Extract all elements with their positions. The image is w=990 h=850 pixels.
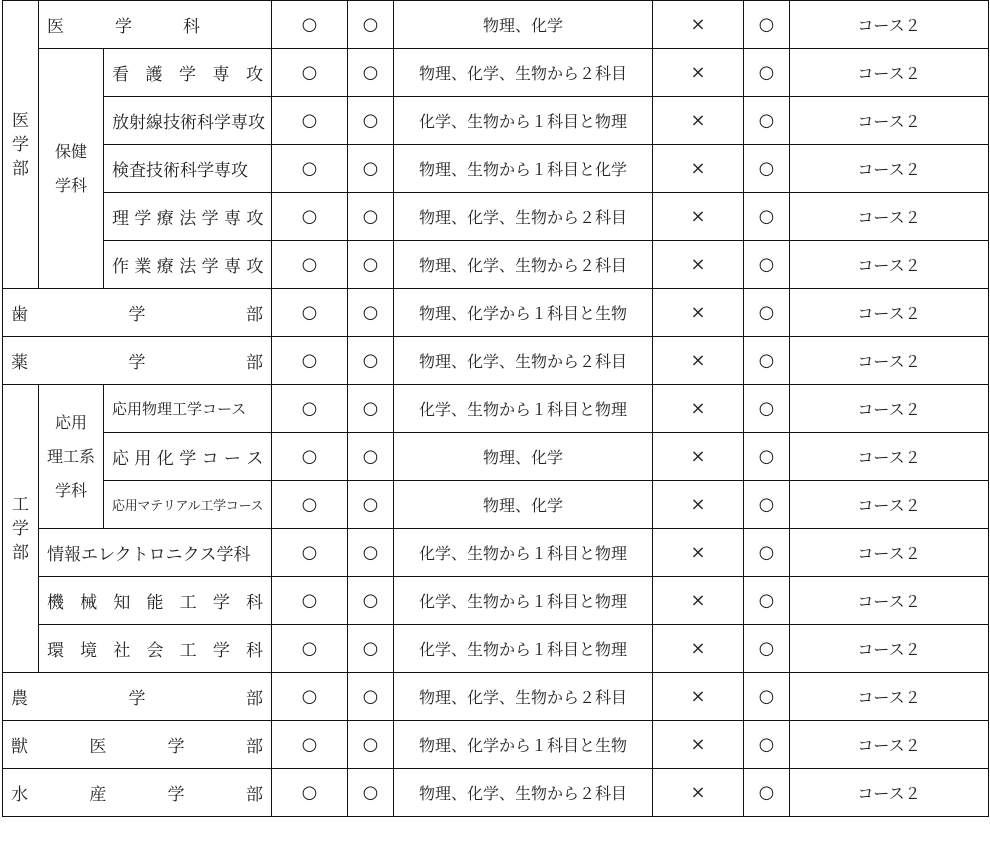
dept-name: 応用マテリアル工学コース: [104, 481, 272, 529]
faculty-char: 部: [12, 542, 29, 563]
mark-circle: ○: [348, 769, 394, 817]
course-cell: コース２: [790, 721, 989, 769]
mark-cross: ×: [653, 577, 744, 625]
faculty-char: 医: [12, 110, 29, 131]
table-row: [3, 481, 989, 529]
course-cell: コース２: [790, 625, 989, 673]
mark-cross: ×: [653, 97, 744, 145]
mark-circle: ○: [272, 577, 348, 625]
course-cell: コース２: [790, 529, 989, 577]
mark-circle: ○: [348, 385, 394, 433]
mark-circle: ○: [744, 433, 790, 481]
subjects-cell: 物理、化学、生物から２科目: [394, 673, 653, 721]
group-char: 学科: [54, 175, 87, 195]
subjects-cell: 化学、生物から１科目と物理: [394, 97, 653, 145]
mark-circle: ○: [744, 385, 790, 433]
table-row: [3, 673, 989, 721]
mark-circle: ○: [744, 289, 790, 337]
mark-circle: ○: [348, 481, 394, 529]
mark-circle: ○: [744, 529, 790, 577]
mark-circle: ○: [272, 481, 348, 529]
mark-cross: ×: [653, 289, 744, 337]
subjects-cell: 物理、化学、生物から２科目: [394, 49, 653, 97]
mark-circle: ○: [272, 241, 348, 289]
mark-circle: ○: [272, 673, 348, 721]
faculty-name: 水 産 学 部: [3, 769, 272, 817]
mark-circle: ○: [744, 193, 790, 241]
course-cell: コース２: [790, 577, 989, 625]
mark-circle: ○: [272, 1, 348, 49]
table-row: [3, 577, 989, 625]
mark-circle: ○: [348, 97, 394, 145]
mark-circle: ○: [744, 673, 790, 721]
faculty-name: 獣 医 学 部: [3, 721, 272, 769]
course-cell: コース２: [790, 481, 989, 529]
subjects-cell: 物理、化学、生物から２科目: [394, 769, 653, 817]
mark-circle: ○: [272, 97, 348, 145]
table-row: [3, 97, 989, 145]
mark-circle: ○: [272, 145, 348, 193]
mark-circle: ○: [348, 577, 394, 625]
mark-circle: ○: [348, 673, 394, 721]
table-row: [3, 49, 989, 97]
mark-circle: ○: [272, 289, 348, 337]
dept-name: 環 境 社 会 工 学 科: [39, 625, 272, 673]
mark-circle: ○: [348, 49, 394, 97]
mark-circle: ○: [272, 529, 348, 577]
mark-cross: ×: [653, 529, 744, 577]
mark-cross: ×: [653, 769, 744, 817]
mark-circle: ○: [744, 97, 790, 145]
course-cell: コース２: [790, 49, 989, 97]
mark-cross: ×: [653, 337, 744, 385]
faculty-char: 工: [12, 494, 29, 515]
mark-cross: ×: [653, 1, 744, 49]
subjects-cell: 物理、化学、生物から２科目: [394, 193, 653, 241]
subjects-cell: 化学、生物から１科目と物理: [394, 577, 653, 625]
dept-name: 理 学 療 法 学 専 攻: [104, 193, 272, 241]
subjects-cell: 物理、化学、生物から２科目: [394, 337, 653, 385]
course-cell: コース２: [790, 769, 989, 817]
dept-name: 看 護 学 専 攻: [104, 49, 272, 97]
mark-circle: ○: [272, 49, 348, 97]
subjects-cell: 物理、化学から１科目と生物: [394, 721, 653, 769]
dept-name: 検査技術科学専攻: [104, 145, 272, 193]
course-cell: コース２: [790, 97, 989, 145]
course-cell: コース２: [790, 289, 989, 337]
mark-circle: ○: [744, 1, 790, 49]
mark-circle: ○: [348, 721, 394, 769]
requirements-table: [2, 0, 989, 817]
mark-circle: ○: [272, 625, 348, 673]
subjects-cell: 物理、化学: [394, 1, 653, 49]
mark-circle: ○: [348, 433, 394, 481]
course-cell: コース２: [790, 337, 989, 385]
table-row: [3, 721, 989, 769]
course-cell: コース２: [790, 1, 989, 49]
faculty-char: 学: [12, 518, 29, 539]
course-cell: コース２: [790, 673, 989, 721]
faculty-name: 薬 学 部: [3, 337, 272, 385]
faculty-char: 学: [12, 134, 29, 155]
group-hoken: [39, 49, 104, 289]
mark-circle: ○: [272, 769, 348, 817]
table-row: [3, 241, 989, 289]
subjects-cell: 物理、化学、生物から２科目: [394, 241, 653, 289]
table-row: [3, 769, 989, 817]
dept-name: 放射線技術科学専攻: [104, 97, 272, 145]
subjects-cell: 物理、生物から１科目と化学: [394, 145, 653, 193]
group-char: 応用: [54, 412, 87, 432]
mark-circle: ○: [348, 241, 394, 289]
subjects-cell: 物理、化学: [394, 433, 653, 481]
table-row: [3, 433, 989, 481]
table-row: [3, 193, 989, 241]
dept-name: 医 学 科: [39, 1, 272, 49]
mark-circle: ○: [744, 625, 790, 673]
mark-circle: ○: [348, 145, 394, 193]
group-oyo: [39, 385, 104, 529]
course-cell: コース２: [790, 385, 989, 433]
mark-circle: ○: [744, 481, 790, 529]
subjects-cell: 化学、生物から１科目と物理: [394, 529, 653, 577]
mark-circle: ○: [744, 721, 790, 769]
mark-cross: ×: [653, 673, 744, 721]
mark-cross: ×: [653, 721, 744, 769]
course-cell: コース２: [790, 241, 989, 289]
subjects-cell: 化学、生物から１科目と物理: [394, 625, 653, 673]
mark-circle: ○: [272, 337, 348, 385]
course-cell: コース２: [790, 433, 989, 481]
dept-name: 情報エレクトロニクス学科: [39, 529, 272, 577]
table-row: [3, 289, 989, 337]
dept-name: 応 用 化 学 コ ー ス: [104, 433, 272, 481]
subjects-cell: 化学、生物から１科目と物理: [394, 385, 653, 433]
mark-cross: ×: [653, 193, 744, 241]
faculty-name: 農 学 部: [3, 673, 272, 721]
mark-cross: ×: [653, 433, 744, 481]
mark-circle: ○: [744, 769, 790, 817]
dept-name: 応用物理工学コース: [104, 385, 272, 433]
table-row: [3, 385, 989, 433]
mark-circle: ○: [272, 433, 348, 481]
group-char: 理工系: [46, 446, 95, 466]
mark-circle: ○: [348, 1, 394, 49]
mark-circle: ○: [272, 721, 348, 769]
mark-circle: ○: [272, 193, 348, 241]
mark-circle: ○: [348, 529, 394, 577]
mark-circle: ○: [348, 625, 394, 673]
faculty-char: 部: [12, 158, 29, 179]
mark-circle: ○: [348, 193, 394, 241]
course-cell: コース２: [790, 193, 989, 241]
subjects-cell: 物理、化学から１科目と生物: [394, 289, 653, 337]
mark-cross: ×: [653, 385, 744, 433]
group-char: 学科: [54, 480, 87, 500]
table-row: [3, 1, 989, 49]
dept-name: 機 械 知 能 工 学 科: [39, 577, 272, 625]
mark-cross: ×: [653, 145, 744, 193]
faculty-name: 歯 学 部: [3, 289, 272, 337]
faculty-engineering: [3, 385, 39, 673]
mark-circle: ○: [744, 337, 790, 385]
mark-circle: ○: [744, 145, 790, 193]
table-row: [3, 145, 989, 193]
mark-cross: ×: [653, 49, 744, 97]
course-cell: コース２: [790, 145, 989, 193]
dept-name: 作 業 療 法 学 専 攻: [104, 241, 272, 289]
mark-circle: ○: [348, 289, 394, 337]
mark-cross: ×: [653, 481, 744, 529]
table-row: [3, 529, 989, 577]
mark-circle: ○: [744, 49, 790, 97]
table-row: [3, 625, 989, 673]
subjects-cell: 物理、化学: [394, 481, 653, 529]
mark-circle: ○: [272, 385, 348, 433]
group-char: 保健: [54, 141, 87, 161]
faculty-medicine: [3, 1, 39, 289]
mark-cross: ×: [653, 625, 744, 673]
mark-circle: ○: [744, 241, 790, 289]
mark-circle: ○: [348, 337, 394, 385]
table-row: [3, 337, 989, 385]
mark-cross: ×: [653, 241, 744, 289]
mark-circle: ○: [744, 577, 790, 625]
